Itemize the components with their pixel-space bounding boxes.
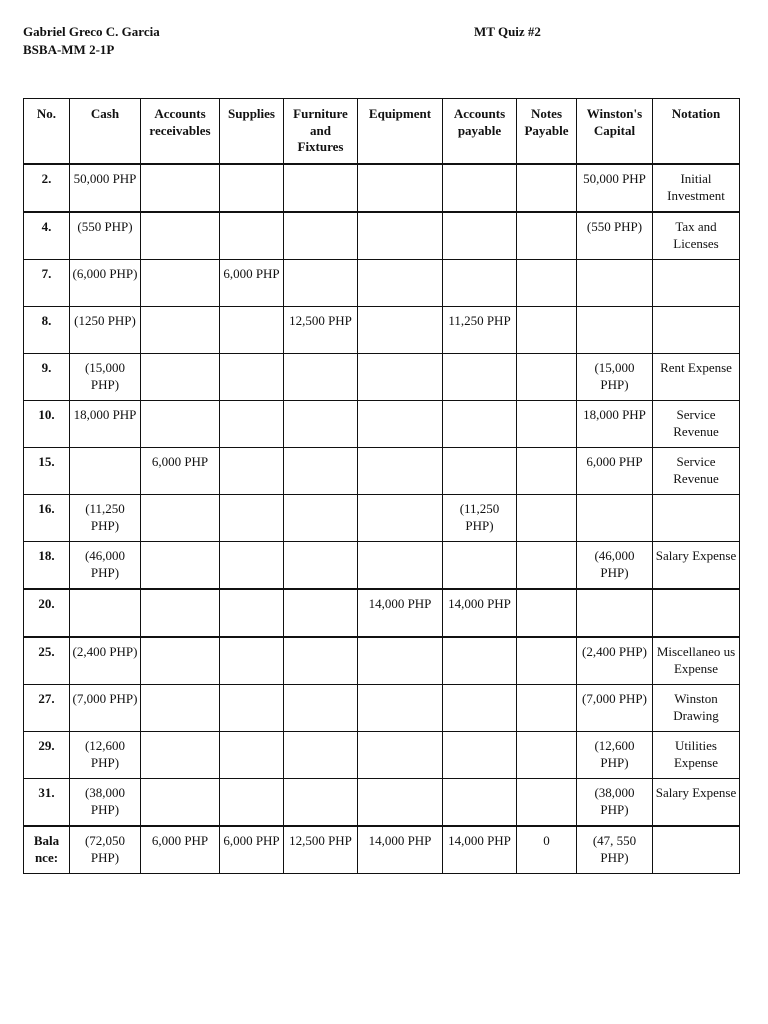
table-cell xyxy=(220,164,284,212)
table-cell xyxy=(284,260,358,307)
table-cell: (15,000 PHP) xyxy=(70,354,141,401)
table-cell xyxy=(443,637,517,685)
row-number-cell: 31. xyxy=(24,779,70,827)
table-cell: 14,000 PHP xyxy=(358,826,443,874)
table-cell xyxy=(284,685,358,732)
column-header-furniture-fixtures: Furniture and Fixtures xyxy=(284,99,358,165)
table-cell: Salary Expense xyxy=(653,542,740,590)
balance-row xyxy=(24,826,740,874)
table-cell xyxy=(517,542,577,590)
table-cell xyxy=(443,401,517,448)
table-cell xyxy=(443,212,517,260)
table-cell xyxy=(517,401,577,448)
table-row xyxy=(24,495,740,542)
table-cell xyxy=(517,307,577,354)
table-cell xyxy=(653,826,740,874)
table-cell xyxy=(220,401,284,448)
table-cell xyxy=(517,448,577,495)
table-cell xyxy=(653,495,740,542)
table-cell: 6,000 PHP xyxy=(220,260,284,307)
table-cell: (11,250 PHP) xyxy=(70,495,141,542)
table-cell xyxy=(443,542,517,590)
table-cell xyxy=(443,685,517,732)
table-cell: (12,600 PHP) xyxy=(577,732,653,779)
table-cell xyxy=(220,685,284,732)
table-cell xyxy=(284,779,358,827)
table-cell xyxy=(517,354,577,401)
table-row xyxy=(24,354,740,401)
column-header-equipment: Equipment xyxy=(358,99,443,165)
column-header-no: No. xyxy=(24,99,70,165)
table-cell xyxy=(141,212,220,260)
table-row xyxy=(24,307,740,354)
row-number-cell: 20. xyxy=(24,589,70,637)
table-cell xyxy=(443,164,517,212)
table-cell xyxy=(141,164,220,212)
row-number-cell: 25. xyxy=(24,637,70,685)
table-cell xyxy=(141,685,220,732)
table-cell xyxy=(517,589,577,637)
table-cell: (38,000 PHP) xyxy=(70,779,141,827)
table-cell: Service Revenue xyxy=(653,401,740,448)
table-cell: (11,250 PHP) xyxy=(443,495,517,542)
row-number-cell: 10. xyxy=(24,401,70,448)
table-cell: 14,000 PHP xyxy=(443,826,517,874)
table-row xyxy=(24,260,740,307)
table-cell xyxy=(443,732,517,779)
table-cell: Initial Investment xyxy=(653,164,740,212)
table-cell: (7,000 PHP) xyxy=(577,685,653,732)
table-cell: Utilities Expense xyxy=(653,732,740,779)
table-cell xyxy=(577,307,653,354)
table-cell: 6,000 PHP xyxy=(141,826,220,874)
table-cell xyxy=(358,354,443,401)
table-cell xyxy=(141,589,220,637)
table-cell xyxy=(284,589,358,637)
table-cell xyxy=(220,542,284,590)
table-cell: (15,000 PHP) xyxy=(577,354,653,401)
table-cell xyxy=(141,732,220,779)
table-cell: (550 PHP) xyxy=(70,212,141,260)
table-row xyxy=(24,589,740,637)
table-cell xyxy=(443,354,517,401)
table-cell xyxy=(358,637,443,685)
table-cell xyxy=(517,685,577,732)
column-header-notation: Notation xyxy=(653,99,740,165)
table-cell xyxy=(517,212,577,260)
table-cell xyxy=(141,495,220,542)
row-number-cell: 18. xyxy=(24,542,70,590)
table-row xyxy=(24,637,740,685)
table-cell: 12,500 PHP xyxy=(284,307,358,354)
column-header-accounts-receivables: Accounts receivables xyxy=(141,99,220,165)
table-cell xyxy=(284,495,358,542)
table-cell xyxy=(141,542,220,590)
table-row xyxy=(24,542,740,590)
table-cell: Service Revenue xyxy=(653,448,740,495)
table-cell: 18,000 PHP xyxy=(70,401,141,448)
table-cell xyxy=(284,354,358,401)
table-cell xyxy=(358,401,443,448)
table-cell xyxy=(220,779,284,827)
table-cell xyxy=(220,637,284,685)
table-cell: (2,400 PHP) xyxy=(577,637,653,685)
table-cell xyxy=(517,779,577,827)
row-number-cell: Bala nce: xyxy=(24,826,70,874)
table-cell: Miscellaneo us Expense xyxy=(653,637,740,685)
table-row xyxy=(24,212,740,260)
table-cell: (7,000 PHP) xyxy=(70,685,141,732)
table-cell xyxy=(358,732,443,779)
table-cell xyxy=(284,732,358,779)
column-header-accounts-payable: Accounts payable xyxy=(443,99,517,165)
table-row xyxy=(24,685,740,732)
table-row xyxy=(24,401,740,448)
table-body xyxy=(24,164,740,874)
table-cell xyxy=(141,260,220,307)
table-cell xyxy=(517,637,577,685)
table-cell xyxy=(220,307,284,354)
table-cell: Salary Expense xyxy=(653,779,740,827)
table-row xyxy=(24,448,740,495)
table-cell xyxy=(653,260,740,307)
table-cell xyxy=(577,495,653,542)
table-cell: 50,000 PHP xyxy=(70,164,141,212)
row-number-cell: 7. xyxy=(24,260,70,307)
table-cell: 14,000 PHP xyxy=(443,589,517,637)
table-cell xyxy=(141,637,220,685)
table-cell xyxy=(517,495,577,542)
table-cell xyxy=(284,164,358,212)
accounting-equation-table xyxy=(23,98,740,874)
table-cell xyxy=(284,542,358,590)
table-cell xyxy=(141,307,220,354)
table-cell xyxy=(284,637,358,685)
row-number-cell: 27. xyxy=(24,685,70,732)
table-cell: (12,600 PHP) xyxy=(70,732,141,779)
table-cell xyxy=(358,685,443,732)
row-number-cell: 16. xyxy=(24,495,70,542)
table-cell xyxy=(653,307,740,354)
table-cell: (72,050 PHP) xyxy=(70,826,141,874)
table-row xyxy=(24,164,740,212)
table-cell xyxy=(141,354,220,401)
table-cell xyxy=(220,732,284,779)
table-cell xyxy=(284,401,358,448)
table-cell xyxy=(358,779,443,827)
student-name: Gabriel Greco C. Garcia xyxy=(23,24,160,39)
table-cell xyxy=(358,542,443,590)
table-cell xyxy=(653,589,740,637)
row-number-cell: 9. xyxy=(24,354,70,401)
table-cell: (46,000 PHP) xyxy=(70,542,141,590)
student-section: BSBA-MM 2-1P xyxy=(23,42,115,57)
table-cell: Tax and Licenses xyxy=(653,212,740,260)
table-row xyxy=(24,732,740,779)
table-cell: 0 xyxy=(517,826,577,874)
table-cell xyxy=(284,448,358,495)
table-cell xyxy=(517,260,577,307)
table-cell xyxy=(577,260,653,307)
table-cell xyxy=(517,164,577,212)
table-cell xyxy=(220,448,284,495)
table-cell: 18,000 PHP xyxy=(577,401,653,448)
table-cell: 6,000 PHP xyxy=(577,448,653,495)
table-cell xyxy=(358,260,443,307)
table-cell xyxy=(141,779,220,827)
column-header-notes-payable: Notes Payable xyxy=(517,99,577,165)
row-number-cell: 8. xyxy=(24,307,70,354)
row-number-cell: 15. xyxy=(24,448,70,495)
table-cell xyxy=(443,779,517,827)
table-cell xyxy=(358,164,443,212)
table-cell xyxy=(220,495,284,542)
table-cell: (6,000 PHP) xyxy=(70,260,141,307)
column-header-cash: Cash xyxy=(70,99,141,165)
table-cell: 50,000 PHP xyxy=(577,164,653,212)
table-cell: Rent Expense xyxy=(653,354,740,401)
table-cell: (47, 550 PHP) xyxy=(577,826,653,874)
table-cell: (46,000 PHP) xyxy=(577,542,653,590)
table-cell: (38,000 PHP) xyxy=(577,779,653,827)
table-cell xyxy=(220,354,284,401)
table-cell: 6,000 PHP xyxy=(220,826,284,874)
row-number-cell: 29. xyxy=(24,732,70,779)
table-row xyxy=(24,779,740,827)
table-cell xyxy=(517,732,577,779)
table-cell xyxy=(358,307,443,354)
table-cell xyxy=(577,589,653,637)
table-cell xyxy=(358,212,443,260)
table-cell xyxy=(70,448,141,495)
table-cell xyxy=(220,212,284,260)
table-cell: (550 PHP) xyxy=(577,212,653,260)
table-cell: 12,500 PHP xyxy=(284,826,358,874)
table-cell xyxy=(443,448,517,495)
table-cell: 6,000 PHP xyxy=(141,448,220,495)
column-header-winstons-capital: Winston's Capital xyxy=(577,99,653,165)
table-cell xyxy=(443,260,517,307)
table-cell: 11,250 PHP xyxy=(443,307,517,354)
table-cell xyxy=(284,212,358,260)
table-cell xyxy=(70,589,141,637)
table-cell: Winston Drawing xyxy=(653,685,740,732)
table-cell xyxy=(358,448,443,495)
quiz-title: MT Quiz #2 xyxy=(474,24,541,39)
table-cell: 14,000 PHP xyxy=(358,589,443,637)
table-cell xyxy=(358,495,443,542)
table-header-row xyxy=(24,99,740,165)
column-header-supplies: Supplies xyxy=(220,99,284,165)
table-cell: (2,400 PHP) xyxy=(70,637,141,685)
table-cell xyxy=(141,401,220,448)
table-cell xyxy=(220,589,284,637)
table-cell: (1250 PHP) xyxy=(70,307,141,354)
row-number-cell: 4. xyxy=(24,212,70,260)
row-number-cell: 2. xyxy=(24,164,70,212)
